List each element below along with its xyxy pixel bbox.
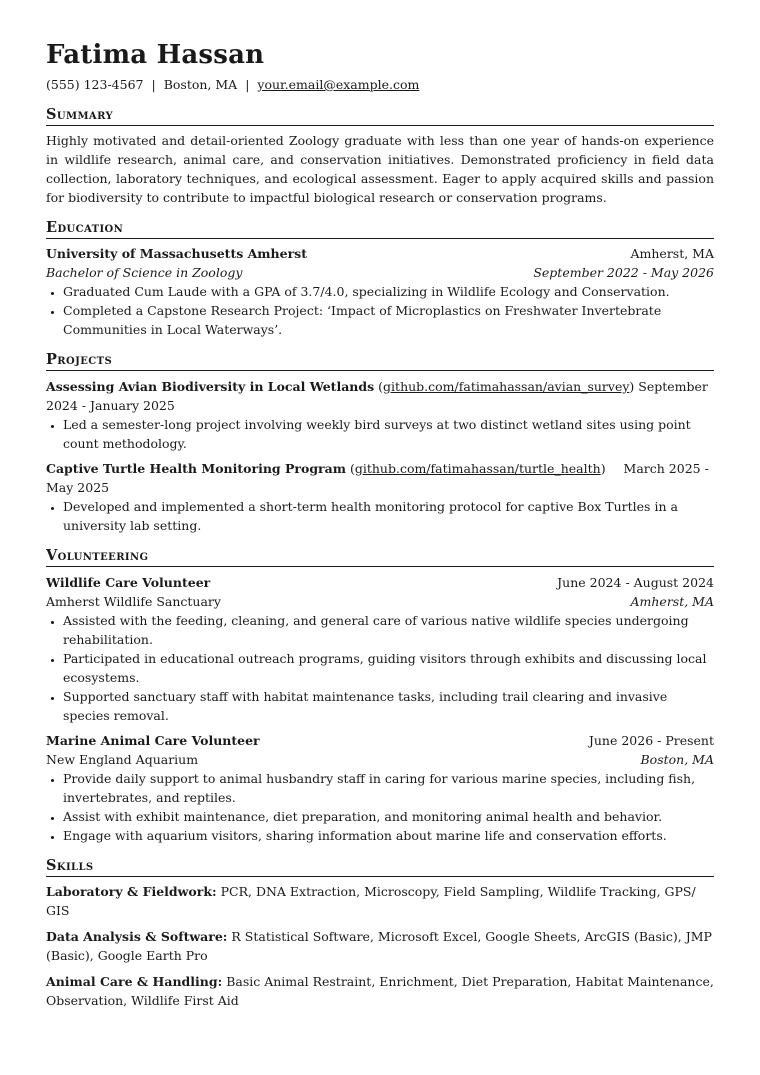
project-header: Assessing Avian Biodiversity in Local Wetlands (github.com/fatimahassan/avian_survey) September 2024 - January 2025	[46, 379, 708, 413]
volunteer-header	[46, 573, 714, 592]
project-link[interactable]: github.com/fatimahassan/turtle_health	[354, 461, 601, 476]
list-item: • Provide daily support to animal husbandry staff in caring for various marine species, including fish, invertebrates, and reptiles.	[63, 769, 714, 807]
volunteer-dates: June 2026 - Present	[588, 733, 714, 748]
volunteer-bullets	[46, 769, 714, 845]
resume-page	[46, 38, 714, 1017]
volunteer-role: Wildlife Care Volunteer	[46, 575, 211, 590]
contact-separator: |	[245, 77, 250, 92]
list-item: • Led a semester-long project involving weekly bird surveys at two distinct wetland sites using point count methodology.	[63, 415, 714, 453]
project-header: Captive Turtle Health Monitoring Program (github.com/fatimahassan/turtle_health) March 2025 - May 2025	[46, 461, 709, 495]
education-header	[46, 244, 714, 263]
skill-text: PCR, DNA Extraction, Microscopy, Field Sampling, Wildlife Tracking, GPS/ GIS	[46, 884, 696, 918]
skill-text: R Statistical Software, Microsoft Excel, Google Sheets, ArcGIS (Basic), JMP (Basic), Google Earth Pro	[46, 929, 712, 963]
project-dates: September 2024 - January 2025	[46, 379, 708, 413]
project-bullets	[46, 415, 714, 453]
volunteer-location: Amherst, MA	[630, 594, 714, 609]
location: Boston, MA	[163, 77, 238, 92]
education-dates: September 2022 - May 2026	[533, 265, 714, 280]
skill-text: Basic Animal Restraint, Enrichment, Diet Preparation, Habitat Maintenance, Observation, Wildlife First Aid	[46, 974, 714, 1008]
section-title-projects: Projects	[46, 351, 714, 371]
volunteer-org-row	[46, 750, 714, 769]
skill-row	[46, 972, 714, 1010]
volunteer-entry	[46, 573, 714, 725]
project-name: Captive Turtle Health Monitoring Program	[46, 461, 346, 476]
list-item: • Completed a Capstone Research Project: ‘Impact of Microplastics on Freshwater Invertebrate Communities in Local Waterways’.	[63, 301, 714, 339]
project-entry	[46, 377, 714, 453]
school-location: Amherst, MA	[630, 246, 714, 261]
contact-separator: |	[151, 77, 156, 92]
project-name: Assessing Avian Biodiversity in Local Wetlands	[46, 379, 375, 394]
education-bullets	[46, 282, 714, 339]
volunteer-entry	[46, 731, 714, 845]
list-item: • Developed and implemented a short-term health monitoring protocol for captive Box Turtles in a university lab setting.	[63, 497, 714, 535]
list-item: • Supported sanctuary staff with habitat maintenance tasks, including trail clearing and invasive species removal.	[63, 687, 714, 725]
summary-text: Highly motivated and detail-oriented Zoology graduate with less than one year of hands-on experience in wildlife research, animal care, and conservation initiatives. Demonstrated proficiency in field data collection, laboratory techniques, and ecological assessment. Eager to apply acquired skills and passion for biodiversity to contribute to impactful biological research or conservation programs.	[46, 133, 714, 205]
candidate-name: Fatima Hassan	[46, 40, 265, 70]
skill-row	[46, 927, 714, 965]
email-link[interactable]: your.email@example.com	[257, 77, 420, 92]
project-dates: March 2025 - May 2025	[46, 461, 709, 495]
volunteer-bullets	[46, 611, 714, 725]
volunteer-dates: June 2024 - August 2024	[557, 575, 714, 590]
volunteering-section	[46, 547, 714, 845]
skill-label: Animal Care & Handling:	[46, 974, 223, 989]
projects-section	[46, 351, 714, 535]
volunteer-role: Marine Animal Care Volunteer	[46, 733, 260, 748]
volunteer-org: New England Aquarium	[46, 752, 199, 767]
skill-label: Data Analysis & Software:	[46, 929, 228, 944]
list-item: • Participated in educational outreach programs, guiding visitors through exhibits and discussing local ecosystems.	[63, 649, 714, 687]
list-item: • Engage with aquarium visitors, sharing information about marine life and conservation efforts.	[63, 826, 714, 845]
skill-label: Laboratory & Fieldwork:	[46, 884, 217, 899]
list-item: • Assist with exhibit maintenance, diet preparation, and monitoring animal health and behavior.	[63, 807, 714, 826]
volunteer-org: Amherst Wildlife Sanctuary	[46, 594, 221, 609]
project-entry	[46, 459, 714, 535]
phone-number: (555) 123-4567	[46, 77, 144, 92]
volunteer-org-row	[46, 592, 714, 611]
volunteer-header	[46, 731, 714, 750]
list-item: • Graduated Cum Laude with a GPA of 3.7/4.0, specializing in Wildlife Ecology and Conservation.	[63, 282, 714, 301]
education-section	[46, 219, 714, 339]
degree-name: Bachelor of Science in Zoology	[46, 265, 243, 280]
skill-row	[46, 882, 714, 920]
project-link[interactable]: github.com/fatimahassan/avian_survey	[383, 379, 630, 394]
section-title-summary: Summary	[46, 106, 714, 126]
degree-row	[46, 263, 714, 282]
section-title-volunteering: Volunteering	[46, 547, 714, 567]
section-title-education: Education	[46, 219, 714, 239]
summary-section	[46, 106, 714, 207]
list-item: • Assisted with the feeding, cleaning, and general care of various native wildlife species undergoing rehabilitation.	[63, 611, 714, 649]
school-name: University of Massachusetts Amherst	[46, 246, 307, 261]
section-title-skills: Skills	[46, 857, 714, 877]
contact-line	[46, 76, 714, 94]
project-bullets	[46, 497, 714, 535]
skills-section	[46, 857, 714, 1010]
volunteer-location: Boston, MA	[640, 752, 714, 767]
